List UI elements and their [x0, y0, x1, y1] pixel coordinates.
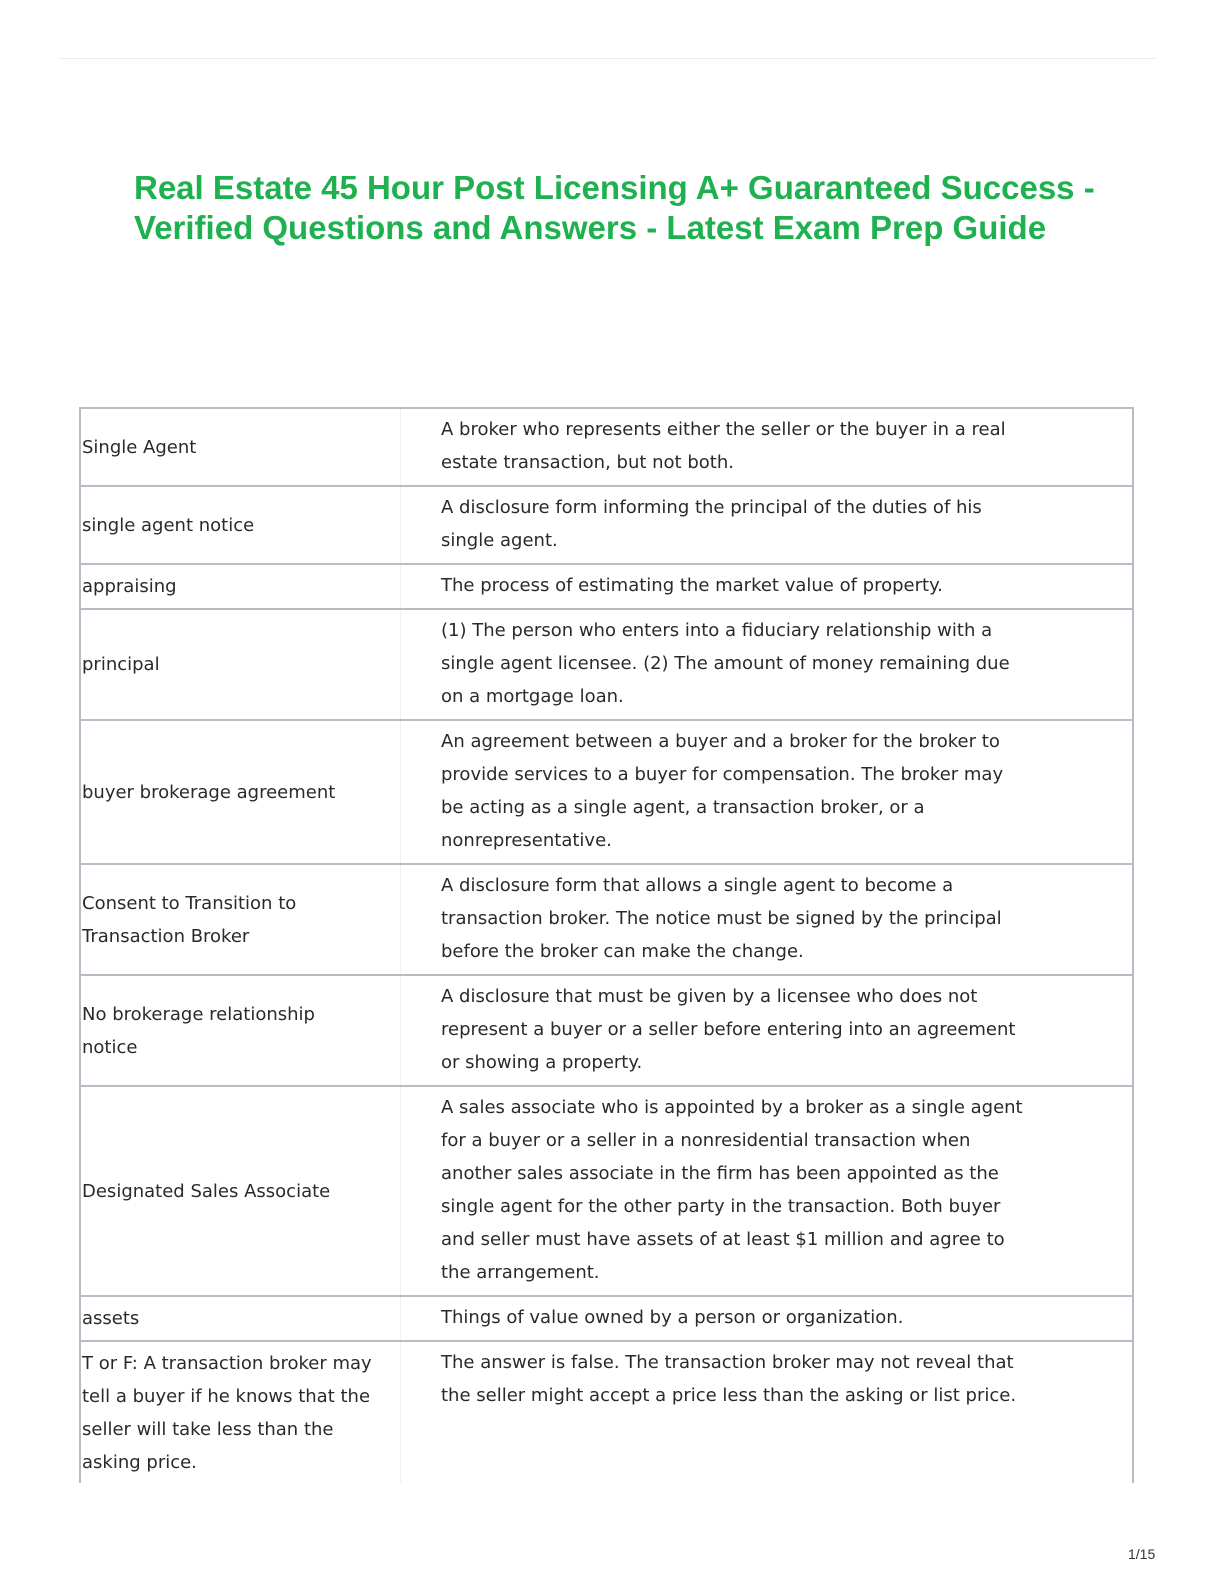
term-cell: [81, 976, 401, 1085]
term-text: tell a buyer if he knows that the: [82, 1386, 371, 1407]
definition-text: A disclosure form informing the principal of the duties of his: [441, 497, 982, 518]
term-cell: [81, 487, 401, 563]
term-text: appraising: [82, 576, 177, 597]
definition-text: estate transaction, but not both.: [441, 452, 734, 473]
definition-text: A disclosure that must be given by a licensee who does not: [441, 986, 978, 1007]
definition-cell: [401, 976, 1132, 1085]
definition-text: A broker who represents either the seller or the buyer in a real: [441, 419, 1006, 440]
definition-text: for a buyer or a seller in a nonresidential transaction when: [441, 1130, 971, 1151]
definition-cell: [401, 721, 1132, 863]
definition-cell: [401, 1342, 1132, 1483]
table-row: [81, 721, 1132, 865]
definition-text: and seller must have assets of at least $1 million and agree to: [441, 1229, 1005, 1250]
table-row: [81, 1087, 1132, 1297]
table-row: [81, 610, 1132, 721]
top-divider: [58, 58, 1156, 59]
definition-text: before the broker can make the change.: [441, 941, 804, 962]
definition-cell: [401, 865, 1132, 974]
term-text: asking price.: [82, 1452, 197, 1473]
term-text: principal: [82, 654, 160, 675]
title-line-2: Verified Questions and Answers - Latest Exam Prep Guide: [134, 209, 1047, 246]
term-text: Consent to Transition to: [82, 892, 297, 914]
definition-cell: [401, 610, 1132, 719]
title-line-1: Real Estate 45 Hour Post Licensing A+ Guaranteed Success -: [134, 169, 1095, 206]
definition-text: the arrangement.: [441, 1262, 600, 1283]
table-row: [81, 1342, 1132, 1483]
definition-text: An agreement between a buyer and a broker for the broker to: [441, 731, 1000, 752]
definition-text: The process of estimating the market value of property.: [441, 575, 943, 596]
definition-text: the seller might accept a price less than the asking or list price.: [441, 1385, 1017, 1406]
definition-text: single agent.: [441, 530, 558, 551]
table-row: [81, 565, 1132, 610]
term-cell: [81, 1297, 401, 1340]
table-row: [81, 865, 1132, 976]
definition-text: single agent for the other party in the transaction. Both buyer: [441, 1196, 1001, 1217]
table-row: [81, 409, 1132, 487]
term-text: notice: [82, 1036, 138, 1058]
term-text: single agent notice: [82, 514, 255, 536]
term-text: Single Agent: [82, 436, 197, 458]
definition-text: The answer is false. The transaction broker may not reveal that: [441, 1352, 1014, 1373]
definition-text: provide services to a buyer for compensation. The broker may: [441, 764, 1004, 785]
term-text: assets: [82, 1308, 140, 1329]
definition-text: nonrepresentative.: [441, 830, 612, 851]
definition-text: transaction broker. The notice must be signed by the principal: [441, 908, 1002, 929]
term-text: buyer brokerage agreement: [82, 781, 336, 803]
definition-text: (1) The person who enters into a fiduciary relationship with a: [441, 620, 993, 641]
definition-text: single agent licensee. (2) The amount of money remaining due: [441, 653, 1010, 674]
definition-text: or showing a property.: [441, 1052, 643, 1073]
term-cell: [81, 409, 401, 485]
definition-cell: [401, 565, 1132, 608]
term-cell: [81, 865, 401, 974]
term-cell: [81, 565, 401, 608]
definition-cell: [401, 487, 1132, 563]
term-text: No brokerage relationship: [82, 1003, 315, 1025]
term-text: T or F: A transaction broker may: [82, 1353, 372, 1374]
definition-text: be acting as a single agent, a transaction broker, or a: [441, 797, 925, 818]
definition-text: on a mortgage loan.: [441, 686, 624, 707]
document-title: [134, 168, 1194, 248]
definition-cell: [401, 409, 1132, 485]
table-row: [81, 976, 1132, 1087]
term-text: Designated Sales Associate: [82, 1180, 331, 1202]
term-cell: [81, 610, 401, 719]
flashcard-table: [79, 407, 1134, 1483]
definition-text: Things of value owned by a person or organization.: [441, 1307, 904, 1328]
term-text: seller will take less than the: [82, 1419, 334, 1440]
page-number: 1/15: [1128, 1546, 1156, 1562]
definition-text: represent a buyer or a seller before entering into an agreement: [441, 1019, 1016, 1040]
table-row: [81, 487, 1132, 565]
term-cell: [81, 1342, 401, 1483]
definition-cell: [401, 1087, 1132, 1295]
term-cell: [81, 1087, 401, 1295]
definition-text: another sales associate in the firm has been appointed as the: [441, 1163, 999, 1184]
term-text: Transaction Broker: [82, 925, 250, 947]
definition-text: A sales associate who is appointed by a broker as a single agent: [441, 1097, 1023, 1118]
term-cell: [81, 721, 401, 863]
definition-text: A disclosure form that allows a single agent to become a: [441, 875, 954, 896]
definition-cell: [401, 1297, 1132, 1340]
table-row: [81, 1297, 1132, 1342]
